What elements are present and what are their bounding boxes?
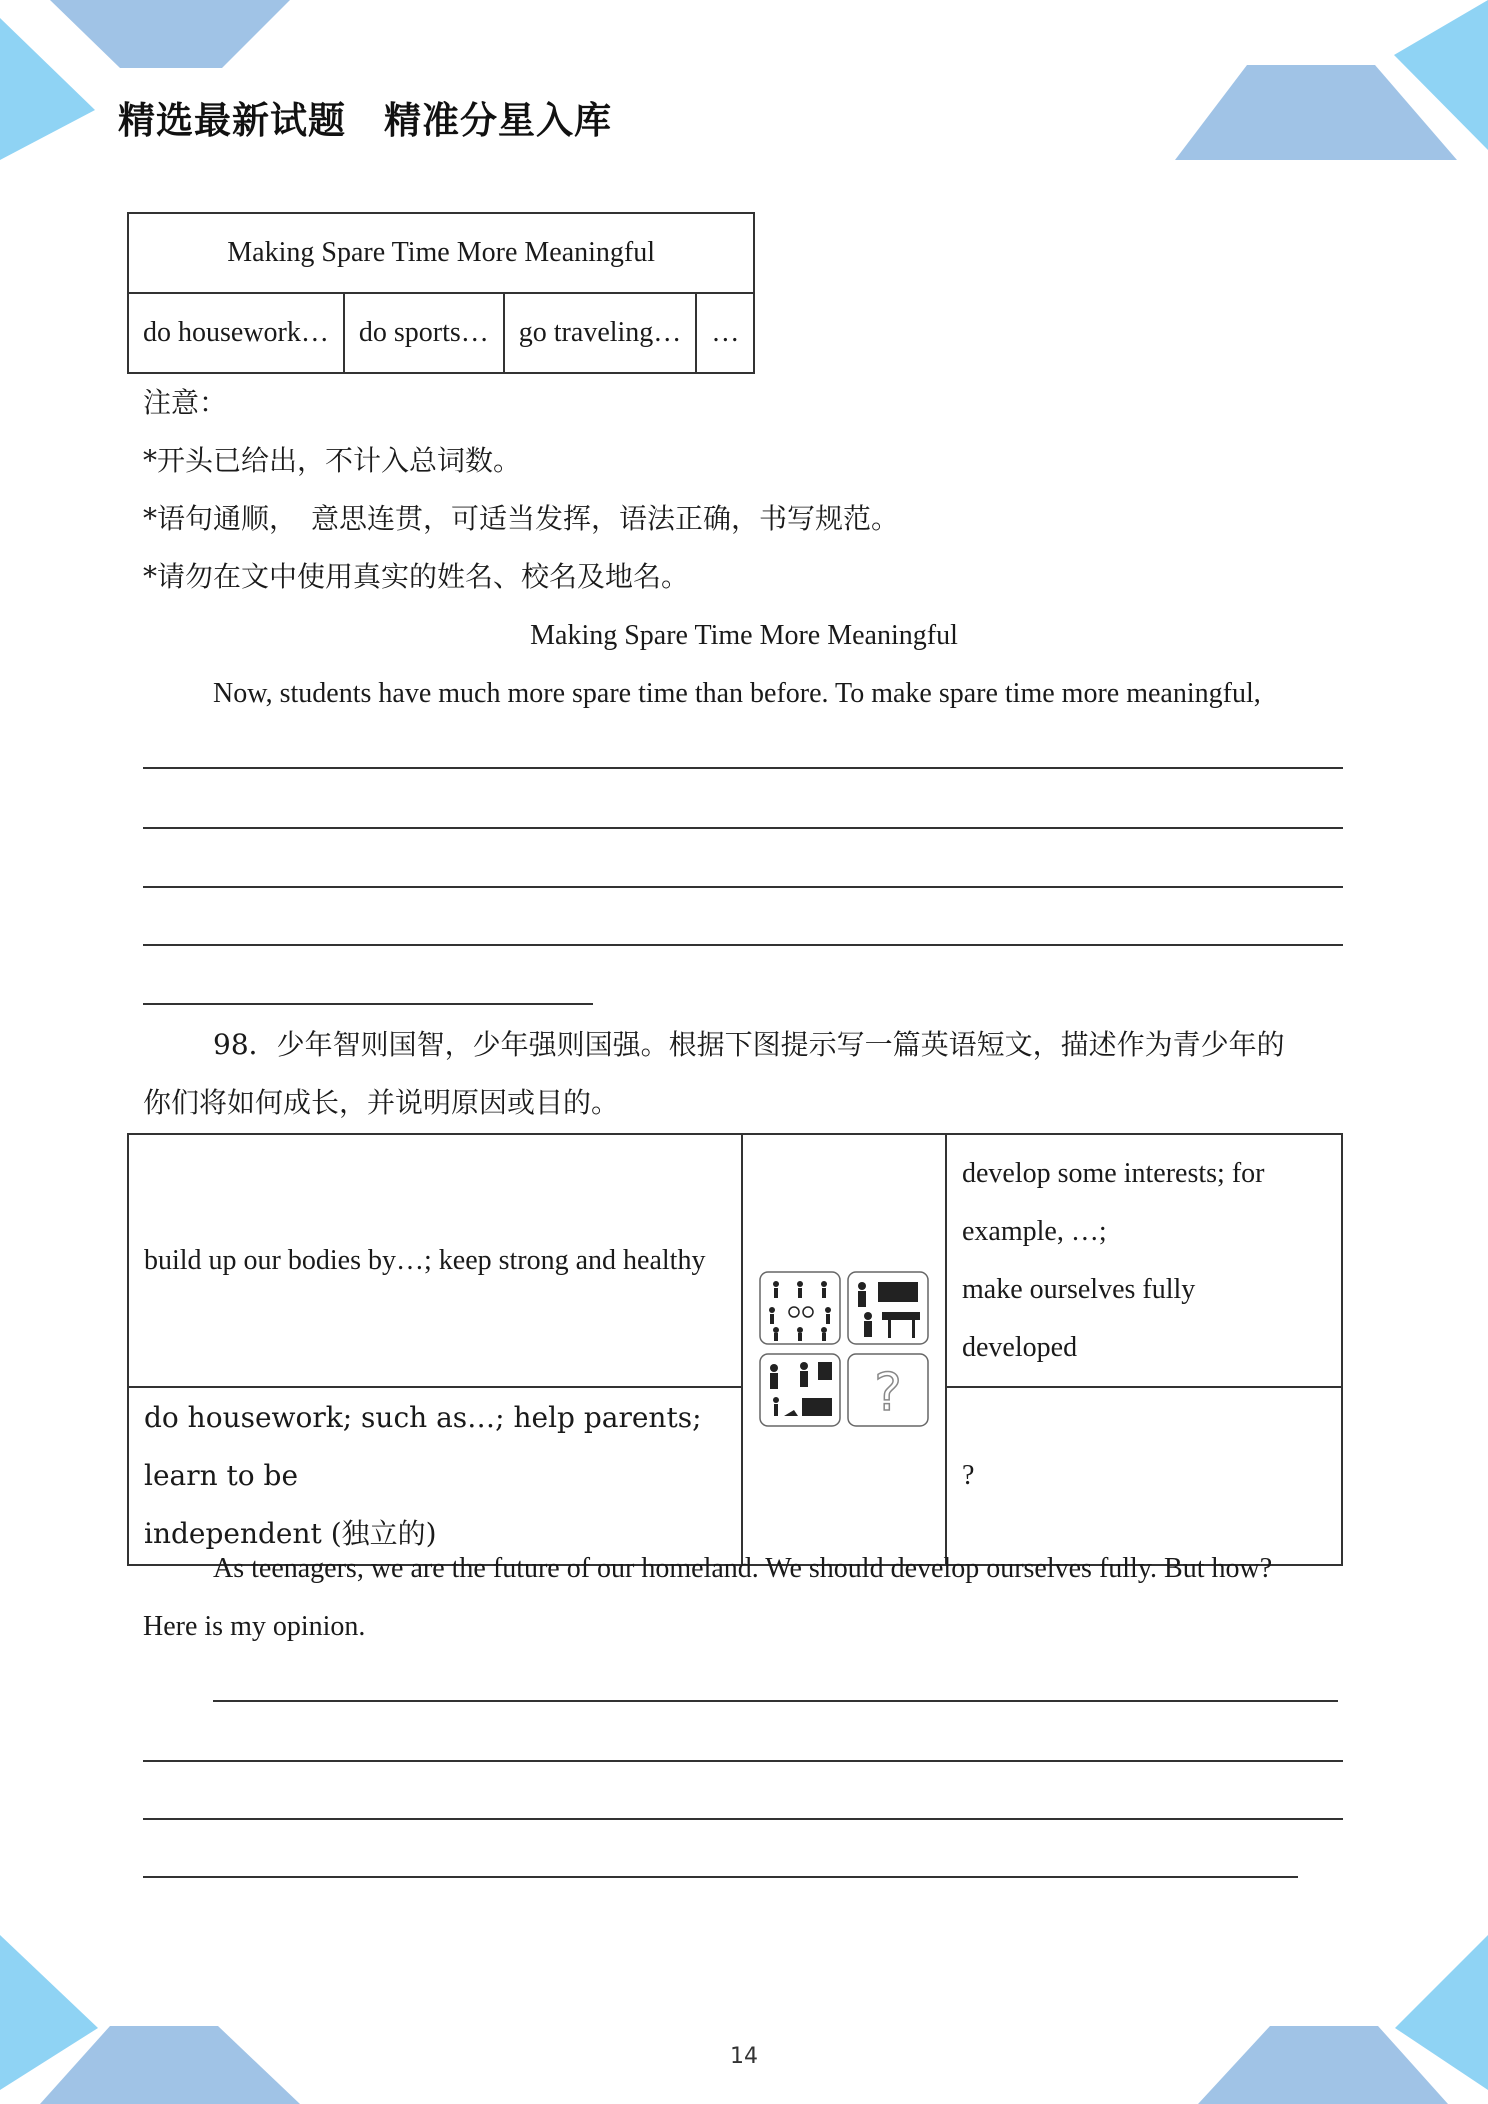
corner-decoration-bottom-left (0, 1930, 310, 2104)
prompt-cell-top-right: develop some interests; for example, …; make ourselves fully developed (946, 1134, 1342, 1387)
prompt-cell-top-left: build up our bodies by…; keep strong and healthy (128, 1134, 742, 1387)
writing-line[interactable] (143, 1003, 593, 1005)
prompt-table (127, 1133, 1343, 1566)
writing-line[interactable] (143, 886, 1343, 888)
notes-heading: 注意： (143, 386, 228, 419)
sports-figures-icon (760, 1272, 840, 1344)
question-mark-icon (848, 1354, 928, 1426)
page-number: 14 (730, 2044, 758, 2069)
music-instruments-icon (848, 1272, 928, 1344)
corner-decoration-top-left (0, 0, 300, 170)
svg-text:?: ? (874, 1362, 902, 1423)
writing-line[interactable] (143, 767, 1343, 769)
writing-line[interactable] (143, 1818, 1343, 1820)
prompt-image-cell (742, 1134, 946, 1565)
question-98-line: 98．少年智则国智，少年强则国强。根据下图提示写一篇英语短文，描述作为青少年的 (213, 1028, 1285, 1061)
writing-line[interactable] (143, 1876, 1298, 1878)
corner-decoration-top-right (1170, 0, 1488, 170)
writing-line[interactable] (213, 1700, 1338, 1702)
essay-opening: As teenagers, we are the future of our homeland. We should develop ourselves fully. But how? (213, 1553, 1273, 1584)
note-item: *开头已给出，不计入总词数。 (143, 444, 522, 477)
essay-opening: Here is my opinion. (143, 1611, 366, 1642)
topic-table-title: Making Spare Time More Meaningful (128, 213, 754, 293)
note-item: *请勿在文中使用真实的姓名、校名及地名。 (143, 560, 690, 593)
topic-table-cell: … (696, 293, 754, 373)
note-item: *语句通顺， 意思连贯，可适当发挥，语法正确，书写规范。 (143, 502, 900, 535)
topic-table-cell: go traveling… (504, 293, 697, 373)
housework-icon (760, 1354, 840, 1426)
header-title: 精选最新试题 精准分星入库 (118, 99, 612, 142)
topic-table-cell: do housework… (128, 293, 344, 373)
prompt-cell-bottom-right: ? (946, 1387, 1342, 1565)
writing-line[interactable] (143, 827, 1343, 829)
writing-line[interactable] (143, 1760, 1343, 1762)
topic-table (127, 212, 755, 374)
topic-table-cell: do sports… (344, 293, 504, 373)
essay-title: Making Spare Time More Meaningful (530, 620, 958, 651)
corner-decoration-bottom-right (1180, 1930, 1488, 2104)
essay-opening: Now, students have much more spare time than before. To make spare time more meaningful, (213, 678, 1261, 709)
prompt-cell-bottom-left: do housework; such as…; help parents; learn to be independent (独立的) (128, 1387, 742, 1565)
question-98-line: 你们将如何成长，并说明原因或目的。 (143, 1086, 620, 1119)
prompt-image (758, 1270, 930, 1430)
writing-line[interactable] (143, 944, 1343, 946)
